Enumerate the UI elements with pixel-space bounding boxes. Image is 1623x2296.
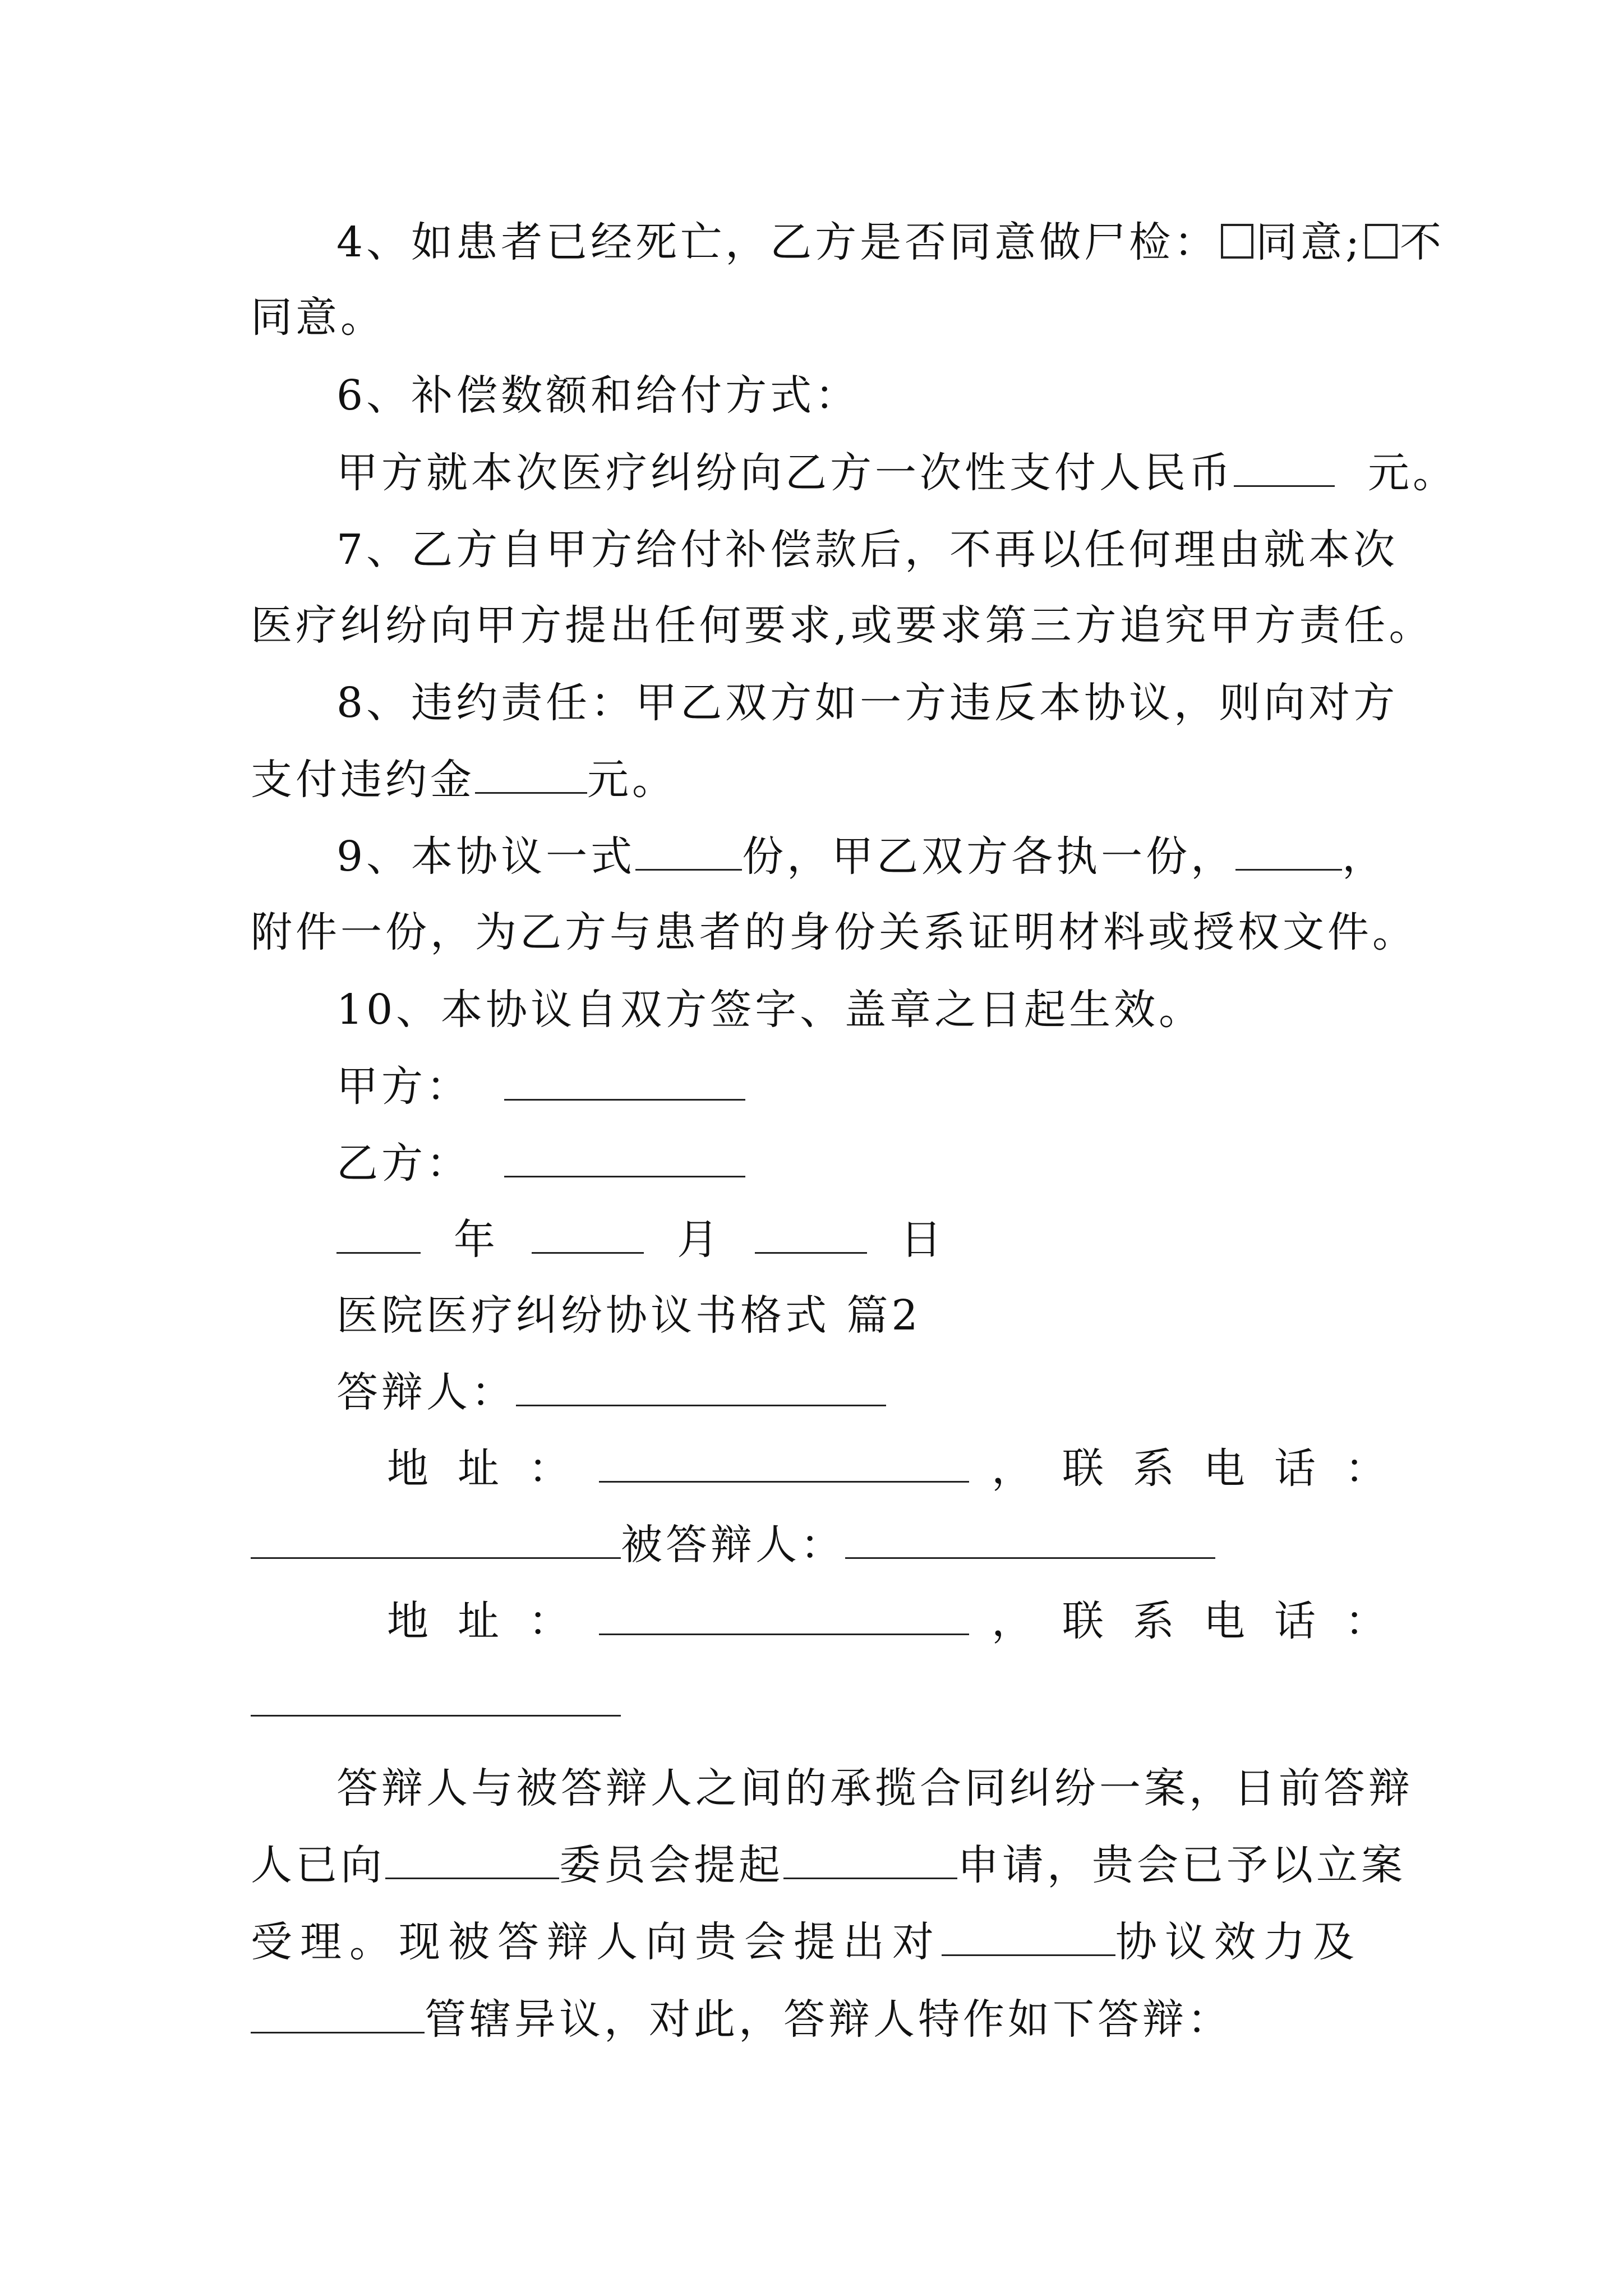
amount-blank[interactable]: [1234, 449, 1335, 487]
respondent-phone-label: 联系电话：: [1062, 1444, 1415, 1493]
claimant-label: 被答辩人：: [621, 1521, 845, 1569]
clause-7-text-1: 7、乙方自甲方给付补偿款后，不再以任何理由就本次: [336, 526, 1399, 574]
respondent-blank[interactable]: [516, 1369, 886, 1406]
party-a-label: 甲方：: [336, 1062, 471, 1111]
respondent-address-line: [387, 1441, 1415, 1497]
section-2-title-text: 医院医疗纠纷协议书格式 篇2: [336, 1291, 921, 1340]
clause-4-line-1: [336, 214, 1445, 270]
application-blank[interactable]: [783, 1842, 957, 1879]
penalty-blank[interactable]: [475, 756, 587, 794]
clause-6-unit: 元。: [1368, 449, 1458, 497]
clause-9-line-1: [336, 829, 1387, 885]
clause-9-line-2: [251, 904, 1417, 960]
body-line-2: [251, 1837, 1406, 1893]
section-2-title: [336, 1287, 921, 1343]
date-line: [336, 1212, 945, 1268]
option-disagree-label-cont: 同意。: [251, 293, 385, 342]
respondent-label: 答辩人：: [336, 1368, 516, 1416]
clause-8-text-2: 支付违约金: [251, 756, 475, 804]
clause-7-line-1: [336, 522, 1398, 578]
year-label: 年: [454, 1216, 499, 1264]
body-text-2a: 人已向: [251, 1841, 385, 1889]
clause-9-text-b: 份，甲乙双方各执一份，: [742, 832, 1236, 881]
clause-10-text: 10、本协议自双方签字、盖章之日起生效。: [336, 986, 1204, 1034]
party-a-line: [336, 1059, 745, 1115]
respondent-line: [336, 1364, 886, 1420]
clause-8-unit: 元。: [587, 756, 677, 804]
body-line-4: [251, 1991, 1232, 2047]
month-label: 月: [677, 1216, 722, 1264]
body-text-3b: 协议效力及: [1115, 1918, 1362, 1966]
respondent-address-blank[interactable]: [599, 1445, 969, 1483]
claimant-comma: ，: [992, 1597, 1062, 1645]
agreement-blank[interactable]: [942, 1918, 1115, 1956]
committee-blank[interactable]: [385, 1842, 559, 1879]
clause-9-text-2: 附件一份，为乙方与患者的身份关系证明材料或授权文件。: [251, 908, 1417, 956]
clause-4-text: 4、如患者已经死亡，乙方是否同意做尸检：: [336, 218, 1219, 266]
clause-6-title-text: 6、补偿数额和给付方式：: [336, 371, 860, 420]
clause-10: [336, 982, 1204, 1038]
body-text-2b: 委员会提起: [559, 1841, 783, 1889]
option-disagree-label: 不: [1400, 218, 1445, 266]
body-text-1: 答辩人与被答辩人之间的承揽合同纠纷一案，日前答辩: [336, 1764, 1413, 1812]
clause-6-amount-line: [336, 445, 1458, 501]
clause-9-text-c: ，: [1342, 832, 1387, 881]
clause-4-line-2: [251, 289, 385, 346]
body-line-1: [336, 1760, 1413, 1816]
party-a-blank[interactable]: [504, 1063, 745, 1101]
respondent-phone-blank[interactable]: [251, 1521, 621, 1559]
claimant-address-label: 地址：: [387, 1597, 599, 1645]
party-b-blank[interactable]: [504, 1140, 745, 1177]
body-text-3a: 受理。现被答辩人向贵会提出对: [251, 1918, 942, 1966]
clause-6-title: [336, 367, 860, 424]
clause-9-text-a: 9、本协议一式: [336, 832, 636, 881]
body-text-4: 管辖异议，对此，答辩人特作如下答辩：: [425, 1995, 1232, 2044]
respondent-address-label: 地址：: [387, 1444, 599, 1493]
copies-blank[interactable]: [635, 833, 742, 871]
day-label: 日: [900, 1216, 946, 1264]
clause-6-text: 甲方就本次医疗纠纷向乙方一次性支付人民币: [336, 449, 1234, 497]
clause-7-text-2: 医疗纠纷向甲方提出任何要求,或要求第三方追究甲方责任。: [251, 601, 1434, 650]
clause-8-text-1: 8、违约责任：甲乙双方如一方违反本协议，则向对方: [336, 679, 1399, 727]
checkbox-agree[interactable]: [1221, 224, 1253, 259]
claimant-blank[interactable]: [845, 1521, 1215, 1559]
jurisdiction-blank[interactable]: [251, 1996, 425, 2033]
body-line-3: [251, 1914, 1362, 1970]
claimant-phone-blank[interactable]: [251, 1679, 621, 1717]
option-agree-label: 同意;: [1256, 218, 1363, 266]
party-b-line: [336, 1135, 745, 1191]
claimant-phone-label: 联系电话：: [1062, 1597, 1415, 1645]
clause-8-line-2: [251, 752, 677, 808]
day-blank[interactable]: [755, 1216, 867, 1254]
claimant-address-blank[interactable]: [599, 1598, 969, 1635]
extra-blank[interactable]: [1235, 833, 1342, 871]
claimant-address-line: [387, 1593, 1415, 1649]
clause-7-line-2: [251, 597, 1434, 654]
claimant-line: [251, 1517, 1215, 1573]
claimant-phone-line: [251, 1674, 621, 1731]
respondent-comma: ，: [992, 1444, 1062, 1493]
checkbox-disagree[interactable]: [1365, 224, 1398, 259]
month-blank[interactable]: [532, 1216, 644, 1254]
party-b-label: 乙方：: [336, 1139, 471, 1188]
body-text-2c: 申请，贵会已予以立案: [957, 1841, 1406, 1889]
clause-8-line-1: [336, 675, 1398, 731]
year-blank[interactable]: [336, 1216, 421, 1254]
